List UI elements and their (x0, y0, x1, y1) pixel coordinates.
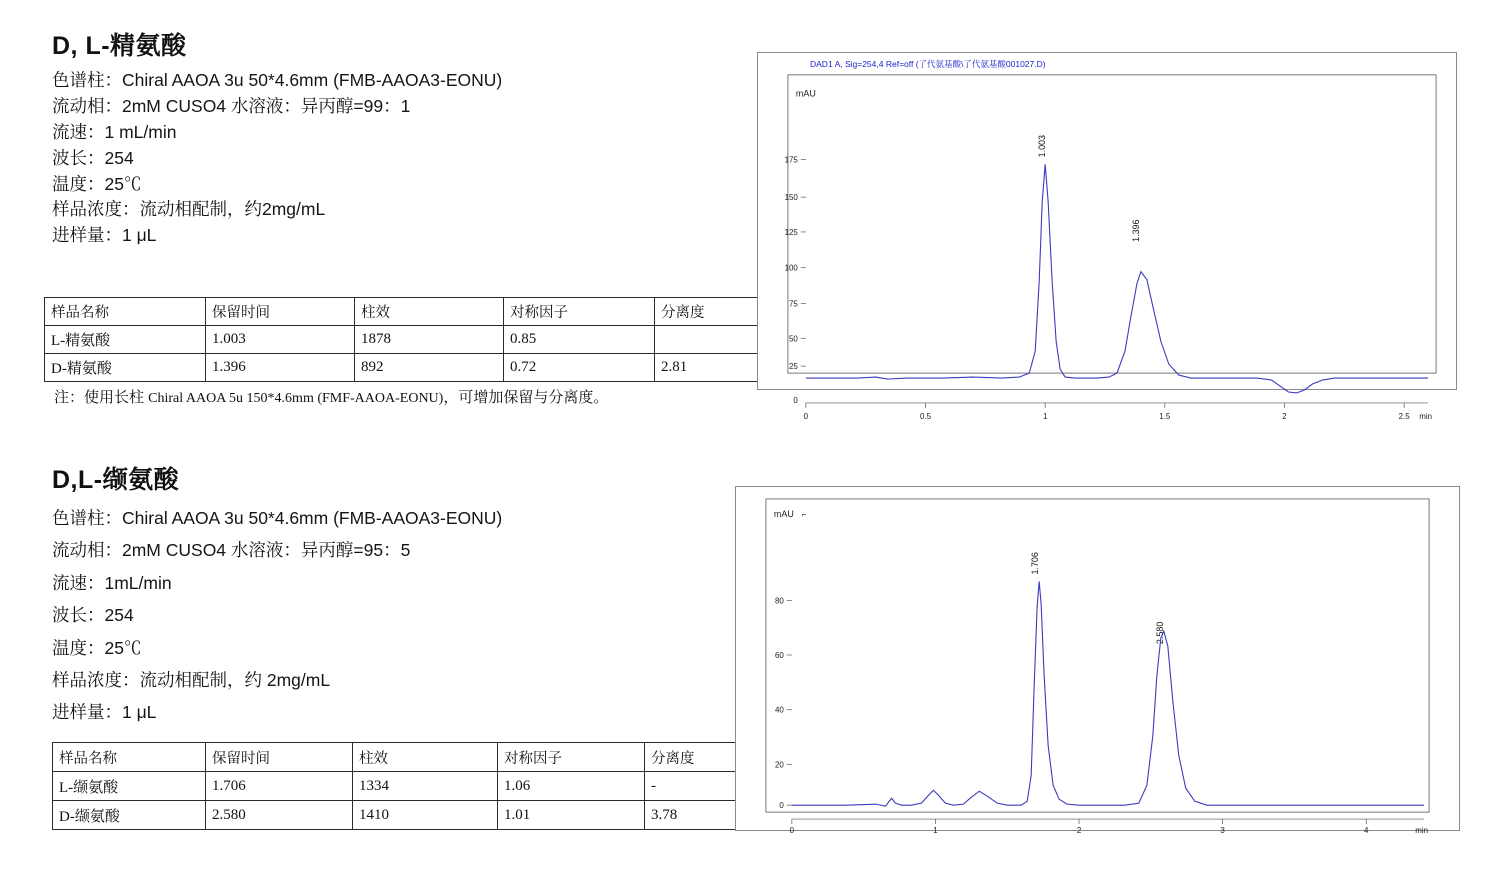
svg-text:1: 1 (933, 825, 938, 835)
col-symmetry-factor: 对称因子 (498, 743, 645, 772)
svg-text:150: 150 (784, 193, 798, 203)
svg-text:3: 3 (1220, 825, 1225, 835)
peak-label-1: 1.003 (1037, 135, 1048, 158)
svg-text:50: 50 (789, 334, 798, 344)
svg-text:0.5: 0.5 (919, 411, 932, 421)
svg-text:175: 175 (784, 155, 798, 165)
chromatogram-valine (735, 486, 1460, 835)
cell-efficiency: 1334 (353, 772, 498, 801)
chromatogram-plot-1 (758, 53, 1456, 421)
cell-symmetry-factor: 1.06 (498, 772, 645, 801)
svg-text:min: min (1415, 825, 1429, 835)
results-table-valine (52, 742, 786, 830)
col-efficiency: 柱效 (353, 743, 498, 772)
spec-temperature: 温度：25℃ (52, 173, 142, 194)
cell-sample-name: D-缬氨酸 (53, 801, 206, 830)
svg-text:1.5: 1.5 (1159, 411, 1171, 421)
chromatogram-arginine (757, 52, 1457, 421)
cell-efficiency: 1878 (355, 326, 504, 354)
svg-text:75: 75 (789, 299, 798, 309)
svg-text:0: 0 (803, 411, 809, 421)
cell-symmetry-factor: 0.72 (504, 354, 655, 382)
svg-text:0: 0 (793, 395, 798, 405)
col-efficiency: 柱效 (355, 298, 504, 326)
cell-resolution: - (645, 772, 786, 801)
spec-injection-volume-2: 进样量：1 μL (52, 702, 157, 723)
note-column: Chiral AAOA 5u 150*4.6mm (FMF-AAOA-EONU) (148, 391, 444, 406)
svg-text:100: 100 (784, 263, 798, 273)
cell-efficiency: 892 (355, 354, 504, 382)
cell-resolution: 2.81 (655, 354, 798, 382)
cell-retention-time: 1.706 (206, 772, 353, 801)
table-row (45, 326, 798, 354)
spec-column-2: 色谱柱：Chiral AAOA 3u 50*4.6mm (FMB-AAOA3-EONU) (52, 508, 503, 528)
cell-symmetry-factor: 0.85 (504, 326, 655, 354)
cell-sample-name: L-缬氨酸 (53, 772, 206, 801)
page-title: D, L-精氨酸 (52, 32, 187, 60)
cell-sample-name: L-精氨酸 (45, 326, 206, 354)
svg-text:60: 60 (774, 651, 784, 660)
svg-text:1: 1 (1042, 411, 1048, 421)
spec-flow-rate-2: 流速：1mL/min (52, 572, 172, 593)
section-arginine (52, 26, 712, 249)
col-retention-time: 保留时间 (206, 298, 355, 326)
peak-label-2: 2.580 (1154, 621, 1165, 645)
svg-text:80: 80 (774, 596, 784, 606)
spec-column: 色谱柱：Chiral AAOA 3u 50*4.6mm (FMB-AAOA3-EONU) (52, 70, 503, 90)
spec-wavelength-2: 波长：254 (52, 605, 134, 626)
svg-text:20: 20 (774, 760, 784, 770)
spec-concentration-2: 样品浓度：流动相配制，约 2mg/mL (52, 669, 331, 690)
col-retention-time: 保留时间 (206, 743, 353, 772)
footnote (54, 386, 608, 407)
col-resolution: 分离度 (645, 743, 786, 772)
cell-symmetry-factor: 1.01 (498, 801, 645, 830)
note-prefix: 注：使用长柱 (54, 389, 149, 406)
table-row (53, 772, 786, 801)
cell-retention-time: 1.396 (206, 354, 355, 382)
table-header-row (53, 743, 786, 772)
spec-injection-volume: 进样量：1 μL (52, 225, 157, 246)
col-symmetry-factor: 对称因子 (504, 298, 655, 326)
spec-wavelength: 波长：254 (52, 147, 134, 168)
peak-label-2: 1.396 (1130, 219, 1141, 242)
cell-retention-time: 1.003 (206, 326, 355, 354)
col-sample-name: 样品名称 (53, 743, 206, 772)
svg-text:125: 125 (784, 227, 798, 237)
svg-text:2.5: 2.5 (1398, 411, 1410, 421)
cell-sample-name: D-精氨酸 (45, 354, 206, 382)
svg-text:mAU: mAU (795, 88, 816, 99)
svg-text:0: 0 (779, 801, 784, 811)
spec-mobile-phase-2: 流动相：2mM CUSO4 水溶液：异丙醇=95：5 (52, 540, 411, 561)
svg-text:2: 2 (1282, 411, 1287, 421)
table-row (53, 801, 786, 830)
cell-retention-time: 2.580 (206, 801, 353, 830)
svg-text:min: min (1419, 411, 1433, 421)
svg-text:⌐: ⌐ (801, 509, 807, 519)
chromatogram-plot-2 (736, 487, 1459, 835)
table-header-row (45, 298, 798, 326)
table-row (45, 354, 798, 382)
col-sample-name: 样品名称 (45, 298, 206, 326)
spec-concentration: 样品浓度：流动相配制，约2mg/mL (52, 199, 326, 220)
svg-text:2: 2 (1076, 825, 1082, 835)
peak-label-1: 1.706 (1030, 552, 1041, 575)
cell-efficiency: 1410 (353, 801, 498, 830)
svg-text:25: 25 (789, 362, 798, 372)
spec-flow-rate: 流速：1 mL/min (52, 121, 177, 142)
col-resolution: 分离度 (655, 298, 798, 326)
page-title-2: D,L-缬氨酸 (52, 466, 180, 494)
chromatogram-header-text: DAD1 A, Sig=254,4 Ref=off (了代氨基酸\了代氨基酸001027.D) (810, 59, 1046, 69)
spec-temperature-2: 温度：25℃ (52, 637, 142, 658)
svg-text:0: 0 (789, 825, 795, 835)
note-suffix: ，可增加保留与分离度。 (443, 389, 609, 406)
svg-text:mAU: mAU (773, 508, 794, 519)
section-valine (52, 460, 732, 729)
svg-text:40: 40 (774, 705, 784, 715)
spec-mobile-phase: 流动相：2mM CUSO4 水溶液：异丙醇=99：1 (52, 95, 411, 116)
svg-text:4: 4 (1364, 825, 1369, 835)
cell-resolution: 3.78 (645, 801, 786, 830)
results-table-arginine (44, 297, 798, 382)
